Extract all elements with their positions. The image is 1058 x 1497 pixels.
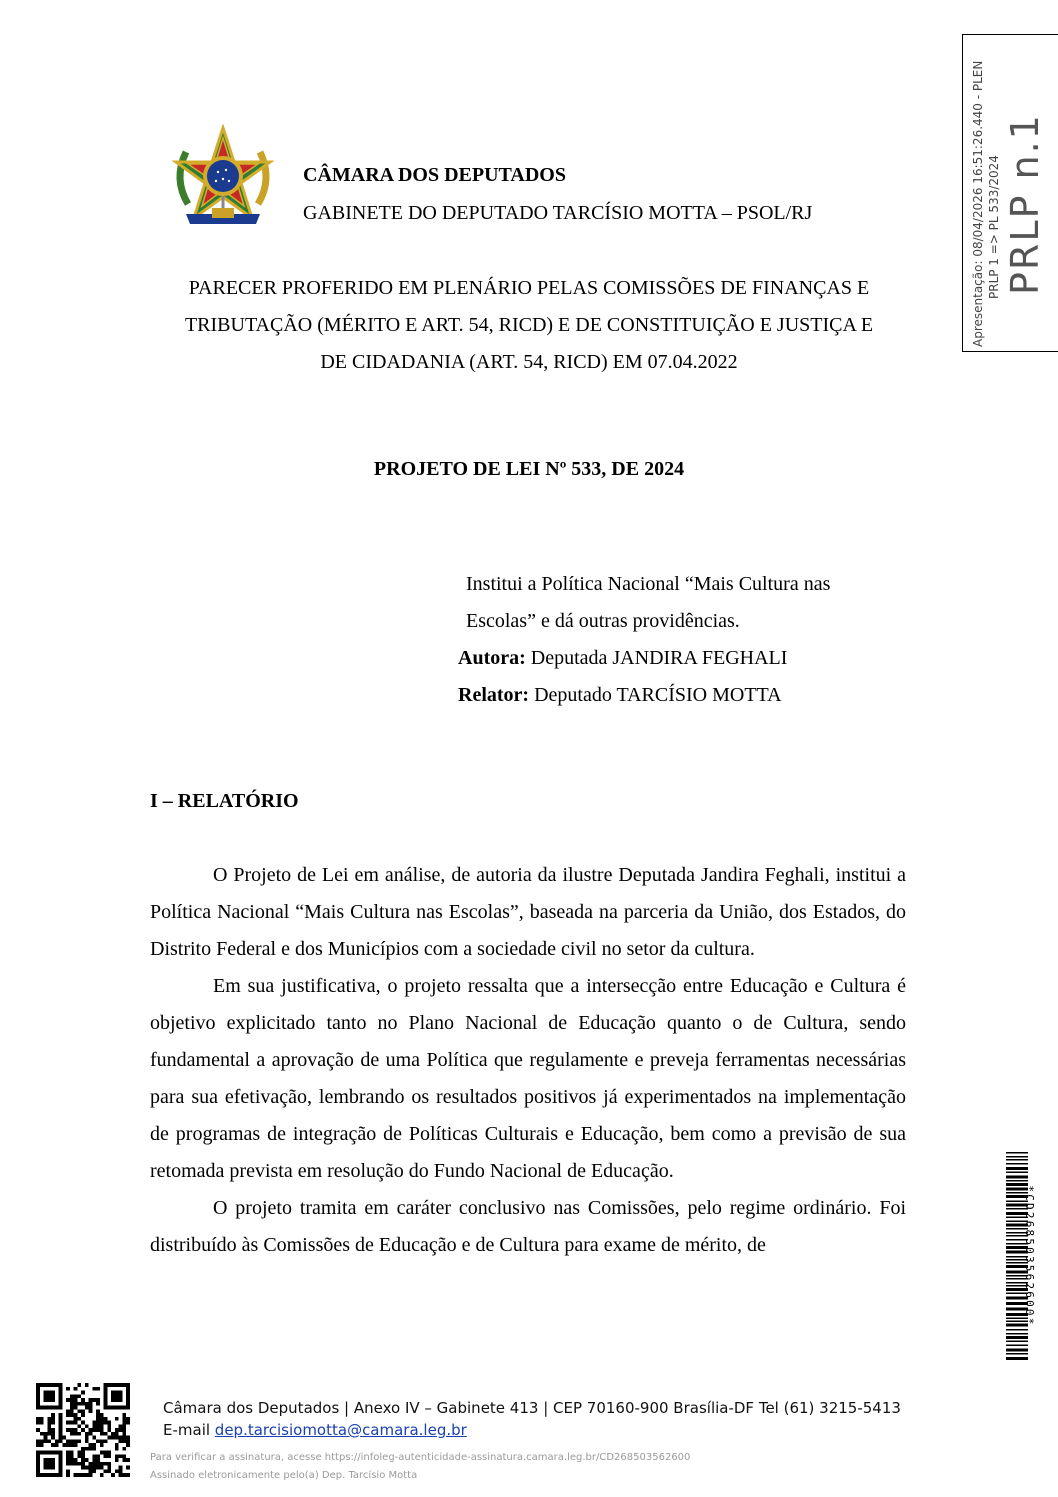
brazil-coat-of-arms-icon [168, 124, 278, 234]
footer-address [163, 1397, 903, 1441]
qr-code-icon [36, 1383, 130, 1477]
rapporteur-name: Deputado TARCÍSIO MOTTA [534, 684, 782, 706]
parecer-heading [120, 270, 938, 381]
parecer-line: TRIBUTAÇÃO (MÉRITO E ART. 54, RICD) E DE CONSTITUIÇÃO E JUSTIÇA E [184, 314, 874, 336]
paragraph: O Projeto de Lei em análise, de autoria da ilustre Deputada Jandira Feghali, institui a Política Nacional “Mais Cultura nas Escolas”, baseada na parceria da União, dos Estados, do Distrito Federal e dos Municípios com a sociedade civil no setor da cultura. [150, 864, 906, 960]
bill-title: PROJETO DE LEI Nº 533, DE 2024 [373, 458, 685, 480]
stamp-reference: PRLP 1 => PL 533/2024 [987, 155, 1001, 299]
paragraph: Em sua justificativa, o projeto ressalta que a intersecção entre Educação e Cultura é objetivo explicitado tanto no Plano Nacional de Educação quanto o de Cultura, sendo fundamental a aprovação de uma Política que regulamente e preveja ferramentas necessárias para sua efetivação, lembrando os resultados positivos já experimentados na implementação de programas de integração de Políticas Culturais e Educação, bem como a previsão de sua retomada prevista em resolução do Fundo Nacional de Educação. [150, 975, 906, 1182]
stamp-date: Apresentação: 08/04/2026 16:51:26.440 - PLEN [971, 60, 985, 347]
signature-verify-text: Para verificar a assinatura, acesse https://infoleg-autenticidade-assinatura.camara.leg.br/CD268503562600 [150, 1452, 691, 1463]
barcode-text: *CD268503562600* [1023, 1185, 1036, 1327]
author-label: Autora: [458, 647, 526, 669]
email-link[interactable]: dep.tarcisiomotta@camara.leg.br [214, 1421, 467, 1439]
bill-author [458, 640, 787, 677]
bill-ementa: Institui a Política Nacional “Mais Cultura nas Escolas” e dá outras providências. [466, 573, 831, 632]
stamp-code: PRLP n.1 [1003, 113, 1047, 295]
section-title: I – RELATÓRIO [150, 790, 299, 812]
parecer-line: DE CIDADANIA (ART. 54, RICD) EM 07.04.2022 [320, 351, 738, 373]
bill-rapporteur [458, 677, 782, 714]
rapporteur-label: Relator: [458, 684, 530, 706]
institution-name: CÂMARA DOS DEPUTADOS [303, 164, 566, 186]
signature-signed-text: Assinado eletronicamente pelo(a) Dep. Tarcísio Motta [150, 1470, 418, 1481]
office-name: GABINETE DO DEPUTADO TARCÍSIO MOTTA – PSOL/RJ [303, 202, 813, 224]
parecer-line: PARECER PROFERIDO EM PLENÁRIO PELAS COMISSÕES DE FINANÇAS E [188, 277, 870, 299]
presentation-stamp [962, 34, 1058, 352]
paragraph: O projeto tramita em caráter conclusivo nas Comissões, pelo regime ordinário. Foi distribuído às Comissões de Educação e de Cultura para exame de mérito, de [150, 1197, 906, 1256]
address-text: Câmara dos Deputados | Anexo IV – Gabinete 413 | CEP 70160-900 Brasília-DF Tel (61) 3215-5413 E-mail [163, 1399, 901, 1439]
report-body [150, 857, 906, 1264]
author-name: Deputada JANDIRA FEGHALI [530, 647, 788, 669]
